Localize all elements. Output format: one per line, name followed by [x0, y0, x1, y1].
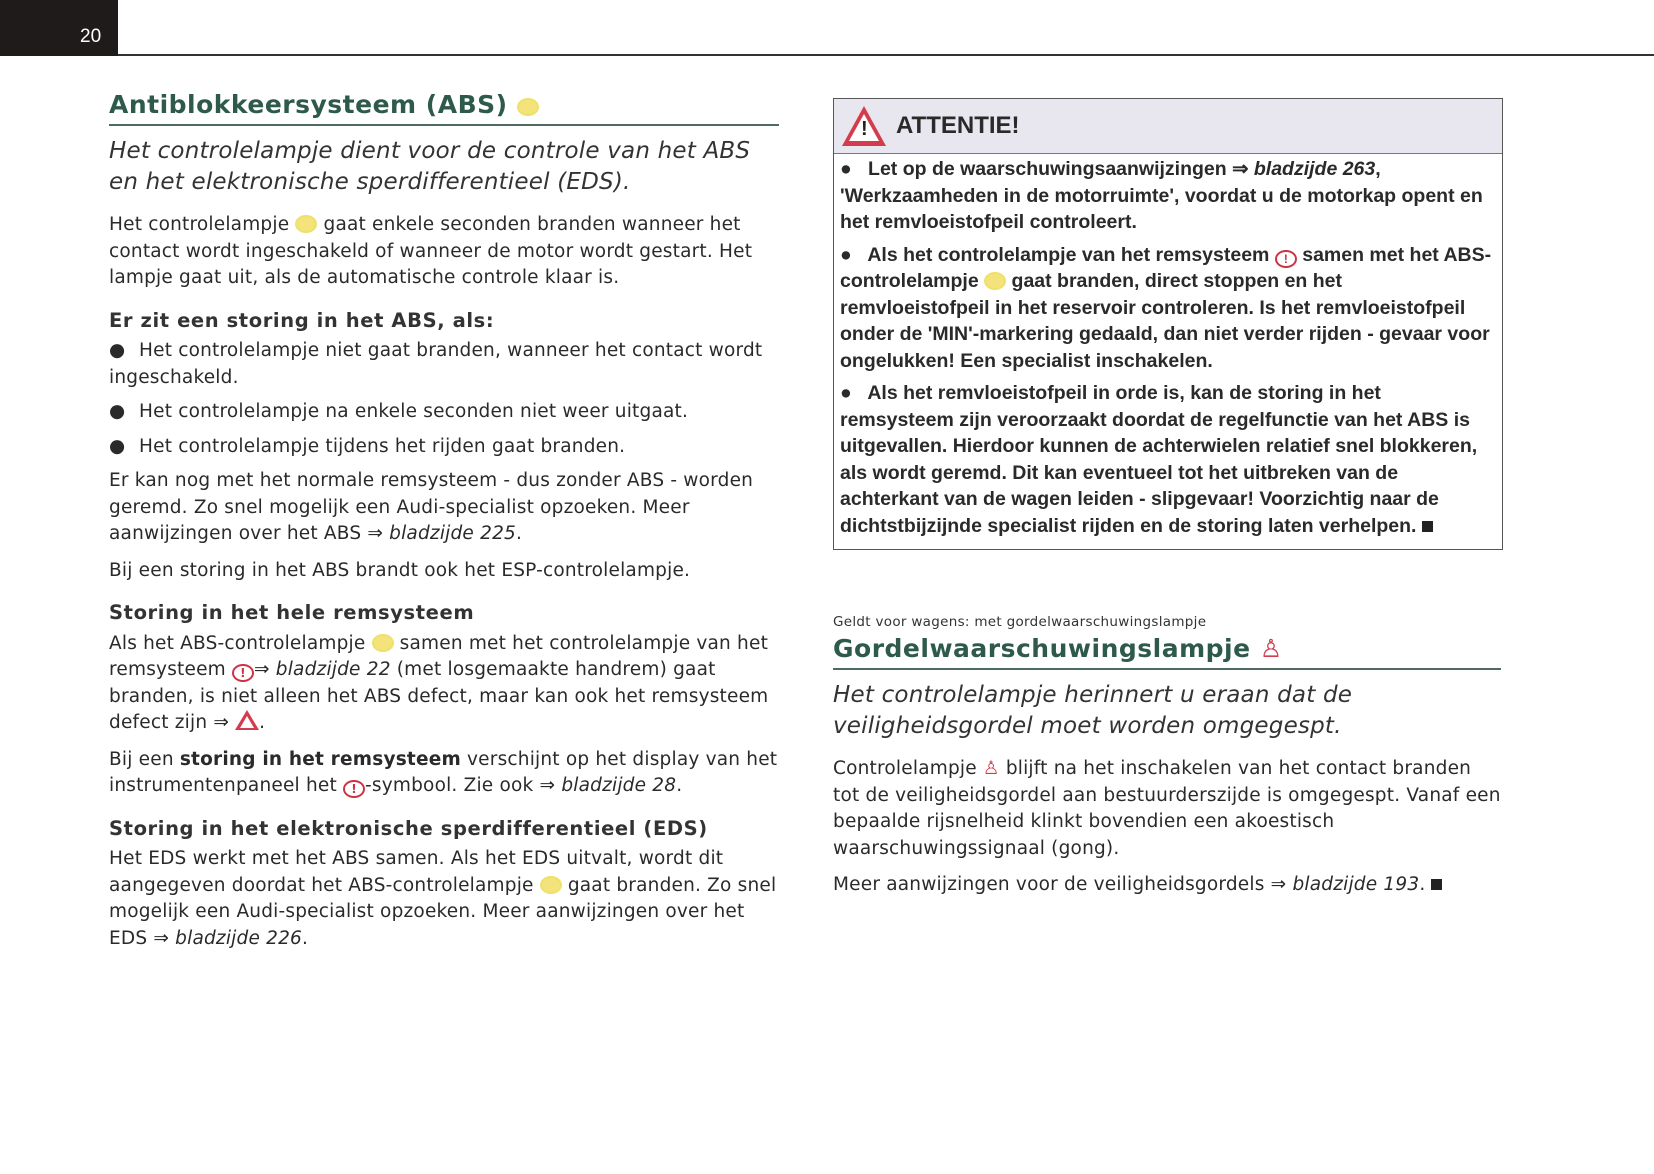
warning-box: [833, 98, 1503, 550]
seatbelt-lead: Het controlelampje herinnert u eraan dat de veiligheidsgordel moet worden omgegespt.: [833, 682, 1353, 739]
abs-title: [109, 88, 779, 126]
text: verschijnt op het display van het instrumentenpaneel het: [109, 748, 778, 796]
text: .: [302, 927, 309, 949]
text: Controlelampje: [833, 758, 977, 779]
seatbelt-lamp-icon: ♙: [982, 758, 1000, 779]
abs-lead: Het controlelampje dient voor de controle van het ABS en het elektronische sperdifferentieel (EDS).: [109, 138, 751, 195]
text: Het controlelampje na enkele seconden niet weer uitgaat.: [139, 401, 689, 422]
text: Als het ABS-controlelampje: [109, 632, 366, 654]
page-link-22[interactable]: bladzijde 22: [275, 659, 391, 680]
warning-item: ● Als het controlelampje van het remsysteem ! samen met het ABS-controlelampje gaat branden, direct stoppen en het remvloeistofpeil in het reservoir controleren. Is het remvloeistofpeil onder de 'MIN'-markering gedaald, dan niet verder rijden - gevaar voor ongelukken! Een specialist inschakelen.: [840, 243, 1492, 372]
text: gaat branden, direct stoppen en het remvloeistofpeil in het reservoir controleren. Is het remvloeistofpeil onder de 'MIN'-markering gedaald, dan niet verder rijden - gevaar voor ongelukken! Een specialist inschakelen.: [840, 270, 1490, 372]
brake-p1: [109, 631, 779, 737]
warning-triangle-icon: !: [842, 106, 886, 146]
seatbelt-title-text: Gordelwaarschuwingslampje: [833, 634, 1251, 663]
list-item: [109, 434, 779, 461]
warning-header: [834, 99, 1502, 154]
bold-text: storing in het remsysteem: [179, 748, 461, 770]
abs-p2: [109, 468, 779, 548]
applicability-note: Geldt voor wagens: met gordelwaarschuwingslampje: [833, 614, 1207, 630]
abs-lamp-icon: [517, 98, 539, 116]
page-link-226[interactable]: bladzijde 226: [175, 927, 303, 949]
seatbelt-section: [833, 632, 1501, 909]
text: samen met het ABS-controlelampje: [840, 243, 1492, 292]
warning-item: ● Let op de waarschuwingsaanwijzingen ⇒ bladzijde 263, 'Werkzaamheden in de motorruimte', voordat u de motorkap opent en het remvloeistofpeil controleert.: [840, 158, 1483, 233]
abs-title-text: Antiblokkeersysteem (ABS): [109, 90, 508, 119]
text: (met losgemaakte handrem) gaat branden, is niet alleen het ABS defect, maar kan ook het remsysteem defect zijn ⇒: [109, 659, 769, 733]
bullet-icon: ●: [109, 340, 126, 361]
eds-fault-heading: Storing in het elektronische sperdifferentieel (EDS): [109, 816, 708, 840]
text: .: [516, 523, 523, 544]
brake-p2: [109, 747, 779, 800]
page-link-225[interactable]: bladzijde 225: [389, 523, 517, 544]
text: blijft na het inschakelen van het contact branden tot de veiligheidsgordel aan bestuurderszijde is omgegespt. Vanaf een bepaalde rijsnelheid klinkt bovendien een akoestisch waarschuwingssignaal (gong).: [833, 758, 1501, 859]
text: .: [1419, 874, 1426, 895]
text: Als het controlelampje van het remsysteem: [867, 243, 1270, 266]
seatbelt-lamp-icon: ♙: [1259, 634, 1283, 663]
warning-body: [834, 154, 1502, 549]
brake-lamp-icon: !: [232, 664, 254, 682]
list-item: [109, 399, 779, 426]
text: Bij een: [109, 748, 174, 770]
brake-lamp-icon: !: [1275, 250, 1297, 268]
eds-p1: [109, 846, 779, 952]
brake-fault-heading: Storing in het hele remsysteem: [109, 601, 475, 624]
abs-section: [109, 88, 779, 962]
text: Het controlelampje tijdens het rijden gaat branden.: [139, 435, 626, 457]
page-number: 20: [80, 26, 102, 47]
text: , 'Werkzaamheden in de motorruimte', voordat u de motorkap opent en het remvloeistofpeil controleert.: [840, 158, 1483, 233]
abs-intro: [109, 212, 779, 292]
page-link-28[interactable]: bladzijde 28: [561, 775, 677, 796]
end-marker-icon: [1422, 521, 1433, 532]
abs-lamp-icon: [984, 272, 1006, 290]
text: Meer aanwijzingen voor de veiligheidsgordels ⇒: [833, 874, 1287, 895]
bullet-icon: ●: [109, 435, 126, 457]
abs-p3: Bij een storing in het ABS brandt ook het ESP-controlelampje.: [109, 559, 691, 581]
seatbelt-p1: [833, 756, 1501, 862]
text: .: [259, 712, 266, 733]
seatbelt-p2: [833, 872, 1501, 899]
text: Er kan nog met het normale remsysteem - dus zonder ABS - worden geremd. Zo snel mogelijk een Audi-specialist opzoeken. Meer aanwijzingen over het ABS ⇒: [109, 470, 754, 544]
text: Let op de waarschuwingsaanwijzingen ⇒: [868, 158, 1249, 180]
abs-fault-heading: Er zit een storing in het ABS, als:: [109, 308, 495, 332]
text: .: [676, 775, 683, 796]
page-number-tab: [0, 0, 118, 56]
abs-lamp-icon: [540, 876, 562, 894]
header-rule: [118, 54, 1654, 56]
text: Het controlelampje: [109, 214, 290, 235]
text: -symbool. Zie ook ⇒: [365, 775, 556, 796]
text: Het controlelampje niet gaat branden, wanneer het contact wordt ingeschakeld.: [109, 340, 763, 388]
text: Als het remvloeistofpeil in orde is, kan de storing in het remsysteem zijn veroorzaakt doordat de regelfunctie van het ABS is uitgevallen. Hierdoor kunnen de achterwielen relatief snel blokkeren, als wordt geremd. Dit kan eventueel tot het uitbreken van de achterkant van de wagen leiden - slipgevaar! Voorzichtig naar de dichtstbijzijnde specialist rijden en de storing laten verhelpen.: [840, 382, 1478, 537]
bullet-icon: ●: [109, 401, 126, 422]
end-marker-icon: [1431, 879, 1442, 890]
warning-triangle-icon[interactable]: [235, 710, 259, 730]
text: gaat enkele seconden branden wanneer het contact wordt ingeschakeld of wanneer de motor wordt gestart. Het lampje gaat uit, als de automatische controle klaar is.: [109, 214, 753, 288]
text: gaat branden. Zo snel mogelijk een Audi-specialist opzoeken. Meer aanwijzingen over het EDS ⇒: [109, 874, 777, 949]
text: ⇒: [253, 659, 270, 680]
abs-lamp-icon: [295, 215, 317, 233]
text: Het EDS werkt met het ABS samen. Als het EDS uitvalt, wordt dit aangegeven doordat het ABS-controlelampje: [109, 848, 724, 896]
seatbelt-title: [833, 632, 1501, 670]
page-link-193[interactable]: bladzijde 193: [1292, 874, 1420, 895]
warning-item: ● Als het remvloeistofpeil in orde is, kan de storing in het remsysteem zijn veroorzaakt doordat de regelfunctie van het ABS is uitgevallen. Hierdoor kunnen de achterwielen relatief snel blokkeren, als wordt geremd. Dit kan eventueel tot het uitbreken van de achterkant van de wagen leiden - slipgevaar! Voorzichtig naar de dichtstbijzijnde specialist rijden en de storing laten verhelpen.: [840, 382, 1478, 537]
abs-lamp-icon: [372, 634, 394, 652]
text: samen met het controlelampje van het remsysteem: [109, 632, 769, 680]
list-item: [109, 338, 779, 391]
brake-lamp-icon: !: [343, 780, 365, 798]
warning-title: ATTENTIE!: [896, 111, 1020, 139]
page-link-263[interactable]: bladzijde 263: [1253, 158, 1376, 180]
